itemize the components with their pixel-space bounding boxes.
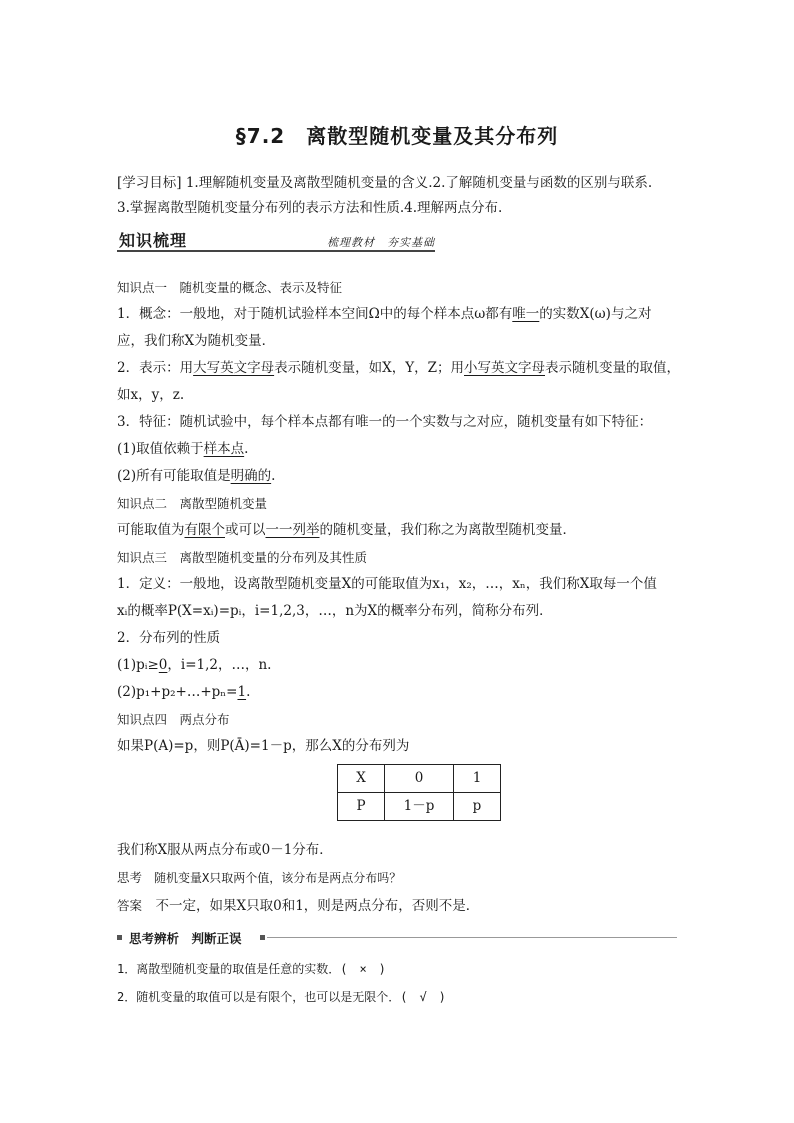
text: . — [244, 441, 249, 457]
kp2-para — [117, 517, 682, 544]
text: 的随机变量，我们称之为离散型随机变量． — [319, 522, 576, 538]
kp1-para-1 — [117, 301, 682, 328]
blank-answer: 明确的 — [230, 468, 272, 484]
learning-goals — [117, 171, 682, 221]
section-header — [117, 228, 435, 252]
text: 可能取值为 — [117, 522, 185, 538]
table-row — [338, 765, 501, 793]
think-question — [117, 864, 682, 892]
divider-rule — [267, 937, 677, 938]
kp3-title: 知识点三 离散型随机变量的分布列及其性质 — [117, 550, 368, 565]
answer-label: 答案 — [117, 898, 143, 913]
text: 2．表示：用 — [117, 360, 194, 376]
text: (2)所有可能取值是 — [117, 468, 231, 484]
kp1-para-1-cont: 应，我们称X为随机变量． — [117, 333, 276, 349]
text: (1)取值依赖于 — [117, 441, 204, 457]
blank-answer: 大写英文字母 — [193, 360, 275, 376]
table-cell: 1 — [454, 765, 501, 793]
kp1-title: 知识点一 随机变量的概念、表示及特征 — [117, 280, 343, 295]
kp4-title: 知识点四 两点分布 — [117, 712, 230, 727]
kp2-title: 知识点二 离散型随机变量 — [117, 496, 268, 511]
table-cell: 0 — [385, 765, 454, 793]
kp3-para-2: xᵢ的概率P(X=xᵢ)=pᵢ，i=1,2,3，…，n为X的概率分布列，简称分布列． — [117, 603, 553, 619]
text: 或可以 — [225, 522, 266, 538]
page-title: §7.2 离散型随机变量及其分布列 — [235, 124, 559, 148]
text: (1)pᵢ≥ — [117, 657, 159, 673]
kp3-para-4 — [117, 652, 682, 679]
blank-answer: 一一列举 — [265, 522, 320, 538]
blank-answer: 小写英文字母 — [464, 360, 545, 376]
goals-line-1: 1.理解随机变量及离散型随机变量的含义.2.了解随机变量与函数的区别与联系. — [185, 175, 653, 191]
blank-answer: 0 — [158, 657, 168, 673]
judge-list — [117, 955, 682, 1011]
text: 表示随机变量的取值， — [545, 360, 680, 376]
blank-answer: 样本点 — [203, 441, 245, 457]
text: ，i=1,2，…，n. — [167, 657, 272, 673]
text: . — [246, 684, 251, 700]
kp3-para-3: 2．分布列的性质 — [117, 630, 221, 646]
kp3-para-5 — [117, 679, 682, 706]
think-answer — [117, 892, 682, 920]
goals-line-2: 3.掌握离散型随机变量分布列的表示方法和性质.4.理解两点分布. — [117, 200, 503, 216]
table-cell: P — [338, 793, 385, 821]
kp4-after: 我们称X服从两点分布或0－1分布． — [117, 842, 333, 858]
section-slogan: 梳理教材 夯实基础 — [327, 236, 435, 249]
square-bullet-icon — [117, 935, 122, 940]
text: (2)p₁+p₂+…+pₙ= — [117, 684, 238, 700]
square-bullet-icon — [260, 935, 265, 940]
text: 不一定，如果X只取0和1，则是两点分布，否则不是． — [155, 898, 480, 914]
text: 表示随机变量，如X，Y，Z；用 — [274, 360, 464, 376]
list-item: 1．离散型随机变量的取值是任意的实数．( × ) — [117, 962, 386, 976]
knowledge-content — [117, 274, 682, 920]
text: 的实数X(ω)与之对 — [539, 306, 652, 322]
table-cell: p — [454, 793, 501, 821]
goals-tag: [学习目标] — [117, 175, 182, 191]
blank-answer: 有限个 — [184, 522, 225, 538]
kp4-intro: 如果P(A)=p，则P(Ā)=1－p，那么X的分布列为 — [117, 738, 410, 754]
kp1-para-2 — [117, 355, 682, 382]
text: . — [271, 468, 276, 484]
kp1-para-4 — [117, 436, 682, 463]
text: 1．概念：一般地，对于随机试验样本空间Ω中的每个样本点ω都有 — [117, 306, 513, 322]
section-name: 知识梳理 — [119, 231, 188, 250]
blank-answer: 唯一 — [512, 306, 540, 322]
kp1-para-3: 3．特征：随机试验中，每个样本点都有唯一的一个实数与之对应，随机变量有如下特征： — [117, 414, 653, 430]
kp1-para-5 — [117, 463, 682, 490]
divider-label: 思考辨析 判断正误 — [129, 929, 248, 947]
blank-answer: 1 — [237, 684, 247, 700]
distribution-table — [337, 764, 501, 821]
think-label: 思考 — [117, 870, 143, 885]
list-item: 2．随机变量的取值可以是有限个，也可以是无限个．( √ ) — [117, 990, 446, 1004]
table-cell: 1－p — [385, 793, 454, 821]
table-row — [338, 793, 501, 821]
table-cell: X — [338, 765, 385, 793]
text: 随机变量X只取两个值，该分布是两点分布吗？ — [154, 871, 402, 885]
section-underline — [117, 250, 435, 252]
kp1-para-2-cont: 如x，y，z. — [117, 387, 185, 403]
judge-divider — [117, 932, 677, 946]
kp3-para-1: 1．定义：一般地，设离散型随机变量X的可能取值为x₁，x₂，…，xₙ，我们称X取每一个值 — [117, 576, 657, 592]
